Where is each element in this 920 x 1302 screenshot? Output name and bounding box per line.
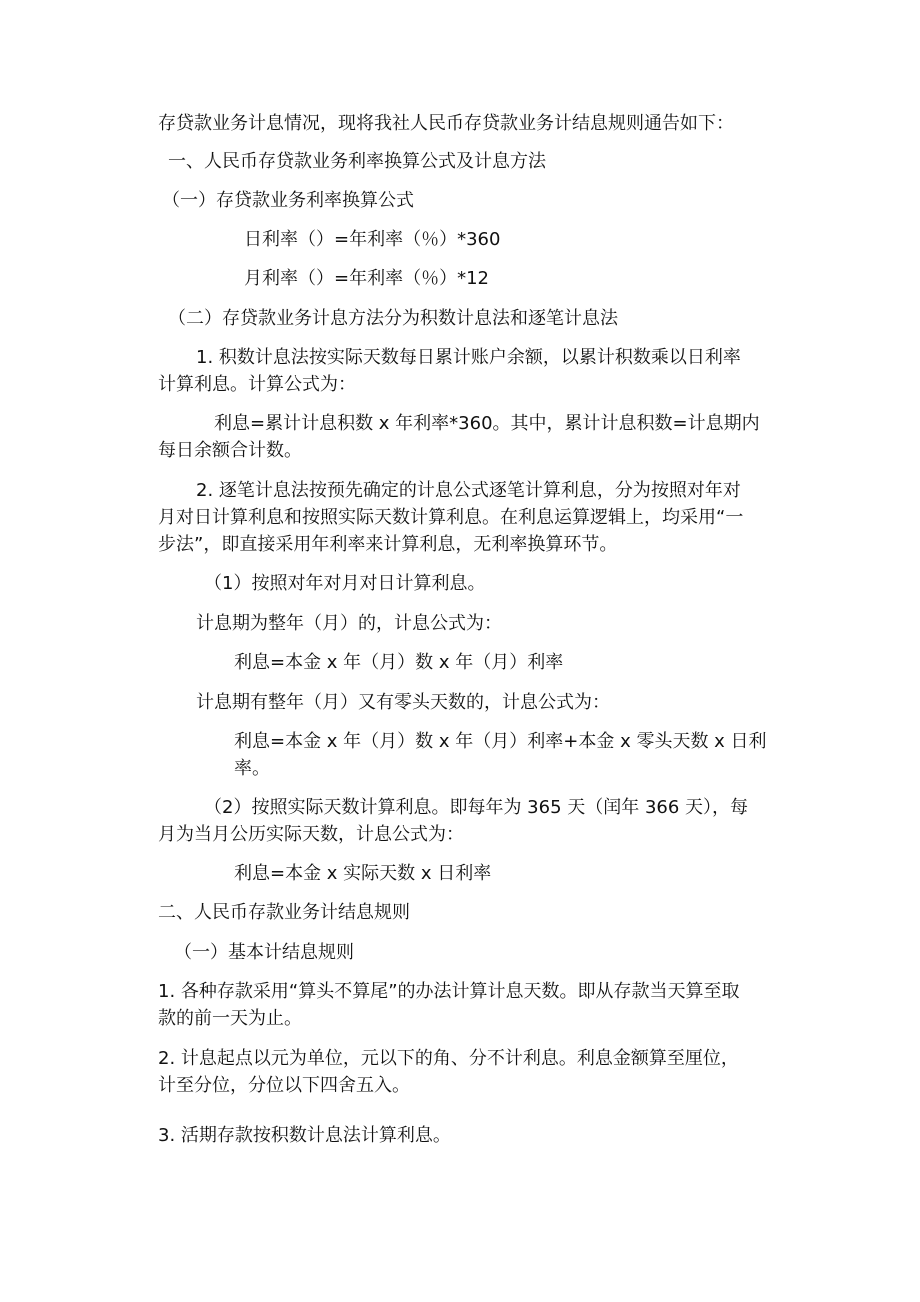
- formula-monthly-rate: 月利率（）=年利率（％）*12: [244, 268, 489, 289]
- rule-line: 2. 计息起点以元为单位，元以下的角、分不计利息。利息金额算至厘位，: [158, 1048, 739, 1069]
- formula-line: 率。: [234, 758, 270, 779]
- paragraph-line: 计算利息。计算公式为：: [158, 374, 356, 395]
- subsection-heading-2-1: （一）基本计结息规则: [174, 942, 354, 963]
- paragraph-line: 步法”，即直接采用年利率来计算利息，无利率换算环节。: [158, 534, 618, 555]
- item-heading-1: （1）按照对年对月对日计算利息。: [204, 573, 486, 594]
- paragraph-line: 月对日计算利息和按照实际天数计算利息。在利息运算逻辑上，均采用“一: [158, 507, 744, 528]
- formula-line: 利息=本金 x 实际天数 x 日利率: [234, 863, 492, 884]
- rule-line: 款的前一天为止。: [158, 1008, 302, 1029]
- paragraph-line: 计息期有整年（月）又有零头天数的，计息公式为：: [196, 692, 610, 713]
- subsection-heading-1-1: （一）存贷款业务利率换算公式: [162, 190, 414, 211]
- formula-line: 利息=本金 x 年（月）数 x 年（月）利率: [234, 652, 564, 673]
- formula-daily-rate: 日利率（）=年利率（％）*360: [244, 229, 501, 250]
- formula-line: 利息=本金 x 年（月）数 x 年（月）利率+本金 x 零头天数 x 日利: [234, 731, 767, 752]
- paragraph-line: 每日余额合计数。: [158, 440, 302, 461]
- paragraph-line: 利息=累计计息积数 x 年利率*360。其中，累计计息积数=计息期内: [214, 413, 760, 434]
- paragraph-line: 1. 积数计息法按实际天数每日累计账户余额，以累计积数乘以日利率: [196, 347, 741, 368]
- paragraph-line: 计息期为整年（月）的，计息公式为：: [196, 613, 502, 634]
- section-heading-2: 二、人民币存款业务计结息规则: [158, 902, 410, 923]
- paragraph-line: 月为当月公历实际天数，计息公式为：: [158, 824, 464, 845]
- rule-line: 3. 活期存款按积数计息法计算利息。: [158, 1125, 451, 1146]
- rule-line: 计至分位，分位以下四舍五入。: [158, 1075, 410, 1096]
- section-heading-1: 一、人民币存贷款业务利率换算公式及计息方法: [168, 151, 546, 172]
- rule-line: 1. 各种存款采用“算头不算尾”的办法计算计息天数。即从存款当天算至取: [158, 981, 740, 1002]
- item-heading-2: （2）按照实际天数计算利息。即每年为 365 天（闰年 366 天），每: [204, 797, 749, 818]
- intro-line: 存贷款业务计息情况，现将我社人民币存贷款业务计结息规则通告如下：: [158, 113, 734, 134]
- subsection-heading-1-2: （二）存贷款业务计息方法分为积数计息法和逐笔计息法: [168, 308, 618, 329]
- paragraph-line: 2. 逐笔计息法按预先确定的计息公式逐笔计算利息，分为按照对年对: [196, 480, 741, 501]
